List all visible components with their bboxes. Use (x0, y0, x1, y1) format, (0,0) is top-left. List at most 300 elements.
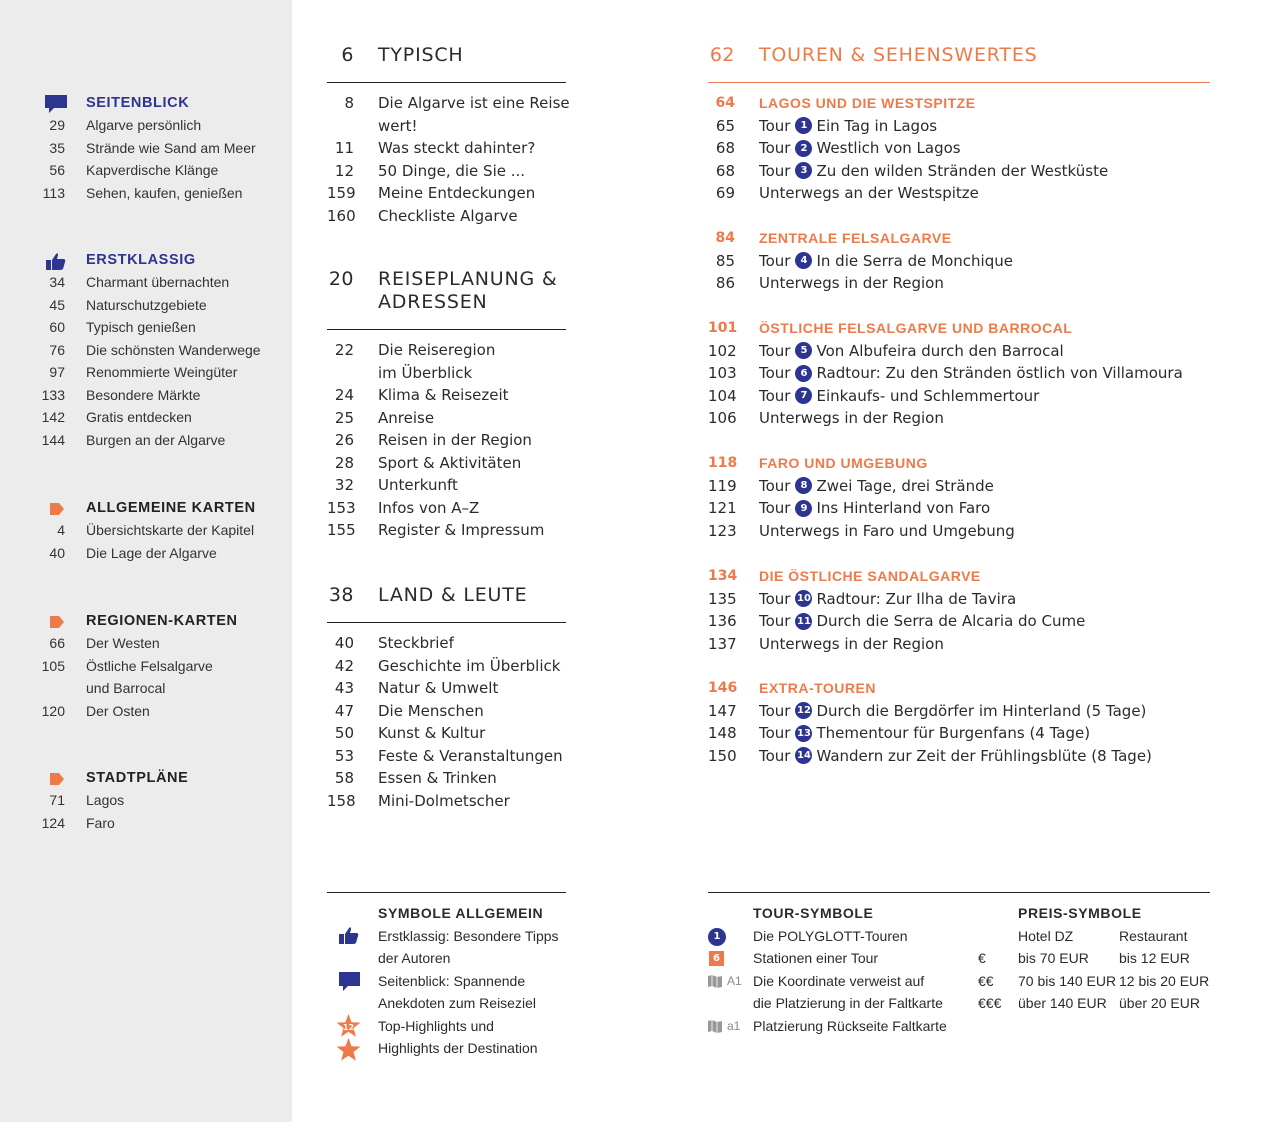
tour-prefix: Tour (759, 476, 791, 495)
legend-tour-rule (708, 892, 1210, 893)
tour-number-badge: 2 (795, 140, 812, 157)
tour-group (708, 452, 1228, 542)
tour-group-page: 118 (708, 455, 738, 471)
chapter-heading (327, 44, 566, 83)
tour-entry (708, 160, 1228, 183)
index-entry (0, 294, 292, 317)
sidebar-section (0, 92, 292, 204)
coordinate-label: A1 (727, 974, 742, 988)
index-page: 4 (57, 522, 65, 538)
index-text: Übersichtskarte der Kapitel (86, 522, 255, 538)
index-text: Burgen an der Algarve (86, 431, 226, 448)
price-hotel: bis 70 EUR (1018, 950, 1089, 966)
tour-group-heading (708, 677, 1228, 700)
entry-text: Natur & Umwelt (378, 679, 499, 697)
entry-text: Was steckt dahinter? (378, 139, 536, 157)
speech-bubble-icon (339, 972, 360, 991)
sidebar-section-header (0, 767, 292, 789)
index-page: 66 (49, 635, 65, 651)
tour-entry (708, 137, 1228, 160)
tours-heading-page: 62 (709, 44, 735, 66)
index-page: 71 (49, 792, 65, 808)
sidebar-section-title: STADTPLÄNE (86, 770, 189, 786)
entry-page: 8 (344, 94, 354, 112)
tour-group (708, 317, 1228, 430)
chapter-title: LAND & LEUTE (378, 584, 528, 606)
tour-text: Durch die Bergdörfer im Hinterland (5 Tage) (816, 701, 1147, 720)
chapter-entry (327, 205, 566, 228)
tour-page: 104 (708, 386, 737, 405)
tour-entry (708, 520, 1228, 543)
tour-text: Radtour: Zu den Stränden östlich von Villamoura (816, 364, 1183, 382)
tour-entry (708, 745, 1228, 768)
index-page: 35 (49, 139, 65, 156)
tour-text: Einkaufs- und Schlemmertour (816, 386, 1040, 405)
entry-page: 47 (334, 701, 354, 720)
chapter-entry (327, 182, 566, 205)
tour-line (759, 250, 1013, 273)
index-page: 113 (42, 184, 65, 201)
chapter-entry (327, 745, 566, 768)
tour-page: 119 (708, 476, 737, 495)
entry-page: 40 (334, 634, 354, 652)
entry-page: 11 (334, 139, 354, 157)
folded-map-back-icon (708, 1020, 722, 1033)
legend-general-line: Seitenblick: Spannende (378, 973, 526, 989)
sidebar-section-header (0, 497, 292, 519)
station-badge-icon: 6 (709, 951, 724, 966)
tour-page: 65 (715, 116, 735, 135)
legend-tour-line: Stationen einer Tour (753, 950, 879, 966)
tour-line (759, 362, 1183, 385)
index-text: Renommierte Weingüter (86, 364, 238, 380)
tour-entry (708, 722, 1228, 745)
index-page: 120 (41, 702, 65, 719)
tour-group-heading (708, 317, 1228, 340)
index-page: 124 (41, 814, 65, 831)
index-text: Der Westen (86, 635, 160, 651)
tour-number-badge: 10 (795, 590, 812, 607)
tour-number-badge: 13 (795, 725, 812, 742)
index-entry (0, 159, 292, 182)
index-entry (0, 361, 292, 384)
legend-price-title: PREIS-SYMBOLE (1018, 905, 1142, 921)
legend-general-rule (327, 892, 566, 893)
index-entry (0, 632, 292, 655)
legend-general-title: SYMBOLE ALLGEMEIN (378, 905, 544, 921)
tour-page: 86 (715, 274, 735, 292)
index-text: Die Lage der Algarve (86, 544, 217, 561)
entry-text: wert! (378, 116, 418, 135)
chapter-entry (327, 790, 566, 813)
tour-page: 121 (708, 499, 737, 517)
tour-prefix: Tour (759, 612, 791, 630)
index-text: Strände wie Sand am Meer (86, 139, 256, 156)
price-restaurant: über 20 EUR (1119, 995, 1200, 1011)
tour-page: 85 (715, 251, 735, 270)
chapter-entry (327, 115, 566, 138)
tour-page: 103 (708, 364, 737, 382)
price-symbol: €€ (978, 973, 994, 989)
sidebar-section (0, 610, 292, 722)
tour-group (708, 92, 1228, 205)
index-text: Kapverdische Klänge (86, 162, 219, 178)
tour-page: 137 (708, 634, 737, 653)
entry-text: Essen & Trinken (378, 769, 497, 787)
legend-tour-title: TOUR-SYMBOLE (753, 905, 874, 921)
index-entry (0, 114, 292, 137)
entry-text: Die Reiseregion (378, 341, 496, 359)
tour-entry (708, 385, 1228, 408)
tour-group (708, 227, 1228, 295)
index-entry (0, 677, 292, 700)
tour-prefix: Tour (759, 701, 791, 720)
index-page: 45 (49, 296, 65, 313)
tour-line (759, 475, 994, 498)
tour-group-title: EXTRA-TOUREN (759, 680, 876, 696)
index-page: 29 (49, 117, 65, 133)
tour-line (759, 520, 1015, 543)
tour-text: Unterwegs an der Westspitze (759, 184, 979, 202)
chapter-section (327, 268, 566, 542)
tour-entry (708, 588, 1228, 611)
sidebar-section (0, 767, 292, 834)
tour-page: 69 (715, 184, 735, 202)
back-label: a1 (727, 1019, 741, 1033)
tour-line (759, 182, 979, 205)
tour-entry (708, 250, 1228, 273)
chapter-entry (327, 92, 570, 115)
index-entry (0, 789, 292, 812)
tour-page: 135 (708, 589, 737, 608)
index-text: Östliche Felsalgarve (86, 657, 213, 674)
price-restaurant: 12 bis 20 EUR (1119, 973, 1210, 989)
chapter-entry (327, 497, 566, 520)
tour-text: Von Albufeira durch den Barrocal (816, 341, 1064, 360)
entry-page: 22 (334, 341, 354, 359)
tour-group-page: 146 (708, 680, 738, 696)
entry-page: 25 (334, 408, 354, 427)
chapter-entry (327, 632, 566, 655)
tour-line (759, 722, 1090, 745)
tour-group-heading (708, 92, 1228, 115)
price-restaurant: bis 12 EUR (1119, 950, 1190, 966)
tour-line (759, 633, 944, 656)
highlight-star-icon (336, 1038, 361, 1062)
tour-page: 148 (708, 724, 737, 742)
chapter-section (327, 44, 570, 227)
sidebar-section-title: ALLGEMEINE KARTEN (86, 500, 256, 516)
tour-text: Zwei Tage, drei Strände (816, 476, 994, 495)
entry-text: Kunst & Kultur (378, 724, 486, 742)
tour-page: 102 (708, 341, 737, 360)
sidebar-section-header (0, 92, 292, 114)
entry-page: 28 (334, 453, 354, 472)
tour-group-page: 84 (715, 230, 735, 246)
entry-text: Die Menschen (378, 701, 484, 720)
chapter-section (327, 584, 566, 812)
tour-line (759, 272, 944, 295)
index-text: Besondere Märkte (86, 386, 201, 403)
tag-arrow-icon (45, 500, 67, 518)
tours-heading-title: TOUREN & SEHENSWERTES (759, 44, 1038, 66)
entry-page: 155 (327, 521, 356, 539)
tour-text: Unterwegs in der Region (759, 634, 944, 653)
entry-text: Checkliste Algarve (378, 206, 518, 225)
tour-entry (708, 633, 1228, 656)
sidebar-section-title: ERSTKLASSIG (86, 252, 196, 268)
entry-page: 58 (334, 769, 354, 787)
chapter-entry (327, 362, 566, 385)
tour-line (759, 700, 1146, 723)
legend-tour-line: die Platzierung in der Faltkarte (753, 995, 943, 1011)
chapter-entry (327, 677, 566, 700)
tour-text: Wandern zur Zeit der Frühlingsblüte (8 Tage) (816, 746, 1152, 765)
chapter-entry (327, 407, 566, 430)
legend-general-line: Top-Highlights und (378, 1018, 494, 1034)
chapter-entry (327, 339, 566, 362)
index-page: 60 (49, 319, 65, 335)
entry-page: 50 (334, 724, 354, 742)
entry-text: Steckbrief (378, 634, 454, 652)
legend-tour-line: Die Koordinate verweist auf (753, 973, 925, 989)
entry-page: 42 (334, 656, 354, 675)
tour-entry (708, 362, 1228, 385)
tour-page: 106 (708, 409, 737, 427)
tour-entry (708, 272, 1228, 295)
index-text: Die schönsten Wanderwege (86, 341, 261, 358)
tour-group-page: 101 (708, 320, 738, 336)
tour-entry (708, 497, 1228, 520)
legend-tour-line: Die POLYGLOTT-Touren (753, 928, 908, 944)
tour-line (759, 160, 1108, 183)
tour-line (759, 407, 944, 430)
tour-prefix: Tour (759, 251, 791, 270)
tour-prefix: Tour (759, 724, 791, 742)
index-text: Charmant übernachten (86, 274, 230, 290)
chapter-entry (327, 700, 566, 723)
tour-prefix: Tour (759, 386, 791, 405)
thumbs-up-icon (45, 252, 67, 270)
index-page: 34 (49, 274, 65, 290)
tour-entry (708, 475, 1228, 498)
entry-text: Feste & Veranstaltungen (378, 746, 563, 765)
tour-prefix: Tour (759, 116, 791, 135)
tour-number-badge: 12 (795, 702, 812, 719)
tour-line (759, 745, 1152, 768)
tour-page: 136 (708, 612, 737, 630)
index-text: Sehen, kaufen, genießen (86, 184, 243, 201)
chapter-title: ADRESSEN (378, 290, 488, 313)
entry-text: Klima & Reisezeit (378, 386, 509, 404)
entry-text: Sport & Aktivitäten (378, 453, 522, 472)
sidebar-section-title: REGIONEN-KARTEN (86, 613, 238, 629)
tour-text: Thementour für Burgenfans (4 Tage) (816, 724, 1091, 742)
tour-prefix: Tour (759, 341, 791, 360)
chapter-title: TYPISCH (378, 44, 464, 66)
legend-general-line: Highlights der Destination (378, 1040, 538, 1056)
index-entry (0, 700, 292, 723)
chapter-entry (327, 519, 566, 542)
tour-text: Ein Tag in Lagos (816, 116, 938, 135)
entry-text: Meine Entdeckungen (378, 184, 536, 202)
index-text: Gratis entdecken (86, 409, 192, 425)
tour-line (759, 497, 990, 520)
chapter-page: 20 (328, 268, 354, 290)
tour-number-badge: 11 (795, 613, 812, 630)
entry-page: 32 (334, 476, 354, 494)
price-symbol: €€€ (978, 995, 1002, 1011)
top-highlight-star-icon (336, 1014, 361, 1038)
index-entry (0, 519, 292, 542)
index-entry (0, 429, 292, 452)
index-text: und Barrocal (86, 680, 166, 696)
tour-page: 123 (708, 521, 737, 540)
tour-group-heading (708, 227, 1228, 250)
tour-group (708, 565, 1228, 655)
entry-text: Infos von A–Z (378, 498, 480, 517)
index-page: 142 (41, 409, 65, 425)
index-entry (0, 271, 292, 294)
tour-line (759, 137, 961, 160)
index-page: 144 (41, 431, 65, 448)
tour-line (759, 340, 1064, 363)
index-entry (0, 182, 292, 205)
folded-map-icon (708, 975, 722, 988)
chapter-title: REISEPLANUNG & (378, 268, 558, 290)
tour-group-title: ZENTRALE FELSALGARVE (759, 230, 952, 246)
tour-entry (708, 700, 1228, 723)
entry-page: 12 (334, 161, 354, 180)
sidebar-section-header (0, 610, 292, 632)
index-text: Algarve persönlich (86, 117, 202, 133)
legend-general-line: Anekdoten zum Reiseziel (378, 995, 536, 1011)
entry-page: 159 (327, 184, 356, 202)
tour-entry (708, 340, 1228, 363)
tag-arrow-icon (45, 613, 67, 631)
price-hotel: 70 bis 140 EUR (1018, 973, 1117, 989)
tour-group-title: LAGOS UND DIE WESTSPITZE (759, 95, 976, 111)
index-entry (0, 655, 292, 678)
star-number: 12 (342, 1023, 355, 1032)
sidebar-section (0, 249, 292, 451)
tour-number-badge: 4 (795, 252, 812, 269)
index-entry (0, 384, 292, 407)
index-text: Der Osten (86, 702, 150, 719)
chapter-heading (327, 584, 566, 623)
tour-number-badge: 9 (795, 500, 812, 517)
tour-group-page: 134 (708, 568, 738, 584)
index-entry (0, 812, 292, 835)
entry-text: im Überblick (378, 363, 473, 382)
index-page: 40 (49, 544, 65, 561)
tour-entry (708, 407, 1228, 430)
tour-badge-icon: 1 (708, 928, 726, 946)
tour-line (759, 115, 937, 138)
tour-text: Westlich von Lagos (816, 139, 961, 157)
entry-text: Register & Impressum (378, 521, 545, 539)
index-text: Naturschutzgebiete (86, 296, 207, 313)
tour-page: 68 (715, 161, 735, 180)
tour-group-title: DIE ÖSTLICHE SANDALGARVE (759, 568, 981, 584)
chapter-entry (327, 452, 566, 475)
chapter-page: 38 (328, 584, 354, 606)
index-text: Faro (86, 814, 115, 831)
tour-number-badge: 14 (795, 747, 812, 764)
sidebar-section-title: SEITENBLICK (86, 95, 190, 111)
entry-page: 26 (334, 431, 354, 449)
entry-text: Reisen in der Region (378, 431, 532, 449)
tour-line (759, 385, 1039, 408)
tour-group-title: ÖSTLICHE FELSALGARVE UND BARROCAL (759, 320, 1073, 336)
tour-prefix: Tour (759, 499, 791, 517)
tour-text: Radtour: Zur Ilha de Tavira (816, 589, 1017, 608)
tour-line (759, 610, 1085, 633)
tour-group-heading (708, 565, 1228, 588)
tour-prefix: Tour (759, 161, 791, 180)
tour-text: Unterwegs in Faro und Umgebung (759, 521, 1015, 540)
tour-prefix: Tour (759, 139, 791, 157)
price-symbol: € (978, 950, 986, 966)
entry-text: Unterkunft (378, 476, 458, 494)
sidebar-section-header (0, 249, 292, 271)
index-entry (0, 137, 292, 160)
chapter-page: 6 (341, 44, 354, 66)
thumbs-up-icon (339, 926, 359, 944)
tour-page: 68 (715, 139, 735, 157)
chapter-entry (327, 384, 566, 407)
chapter-entry (327, 722, 566, 745)
tour-group-page: 64 (715, 95, 735, 111)
index-entry (0, 542, 292, 565)
tour-prefix: Tour (759, 746, 791, 765)
index-page: 56 (49, 162, 65, 178)
index-text: Typisch genießen (86, 319, 196, 335)
entry-page: 43 (334, 679, 354, 697)
tour-page: 147 (708, 701, 737, 720)
entry-text: Anreise (378, 408, 435, 427)
index-text: Lagos (86, 792, 125, 808)
chapter-entry (327, 160, 566, 183)
entry-text: Geschichte im Überblick (378, 656, 561, 675)
tour-entry (708, 115, 1228, 138)
chapter-heading (327, 268, 566, 330)
tour-text: Unterwegs in der Region (759, 409, 944, 427)
tour-group (708, 677, 1228, 767)
tour-number-badge: 1 (795, 117, 812, 134)
tours-heading (708, 44, 1210, 83)
tour-prefix: Tour (759, 589, 791, 608)
index-page: 133 (41, 386, 65, 403)
index-page: 97 (49, 364, 65, 380)
index-page: 105 (41, 657, 65, 674)
index-entry (0, 339, 292, 362)
tour-number-badge: 6 (795, 365, 812, 382)
tour-number-badge: 5 (795, 342, 812, 359)
price-hotel: über 140 EUR (1018, 995, 1107, 1011)
entry-text: 50 Dinge, die Sie ... (378, 161, 526, 180)
index-page: 76 (49, 341, 65, 358)
chapter-entry (327, 767, 566, 790)
entry-text: Die Algarve ist eine Reise (378, 94, 570, 112)
tour-entry (708, 182, 1228, 205)
tour-text: In die Serra de Monchique (816, 251, 1013, 270)
speech-bubble-icon (45, 95, 67, 113)
tour-group-heading (708, 452, 1228, 475)
sidebar-section (0, 497, 292, 564)
price-col-restaurant: Restaurant (1119, 928, 1188, 944)
legend-general-line: der Autoren (378, 950, 451, 966)
